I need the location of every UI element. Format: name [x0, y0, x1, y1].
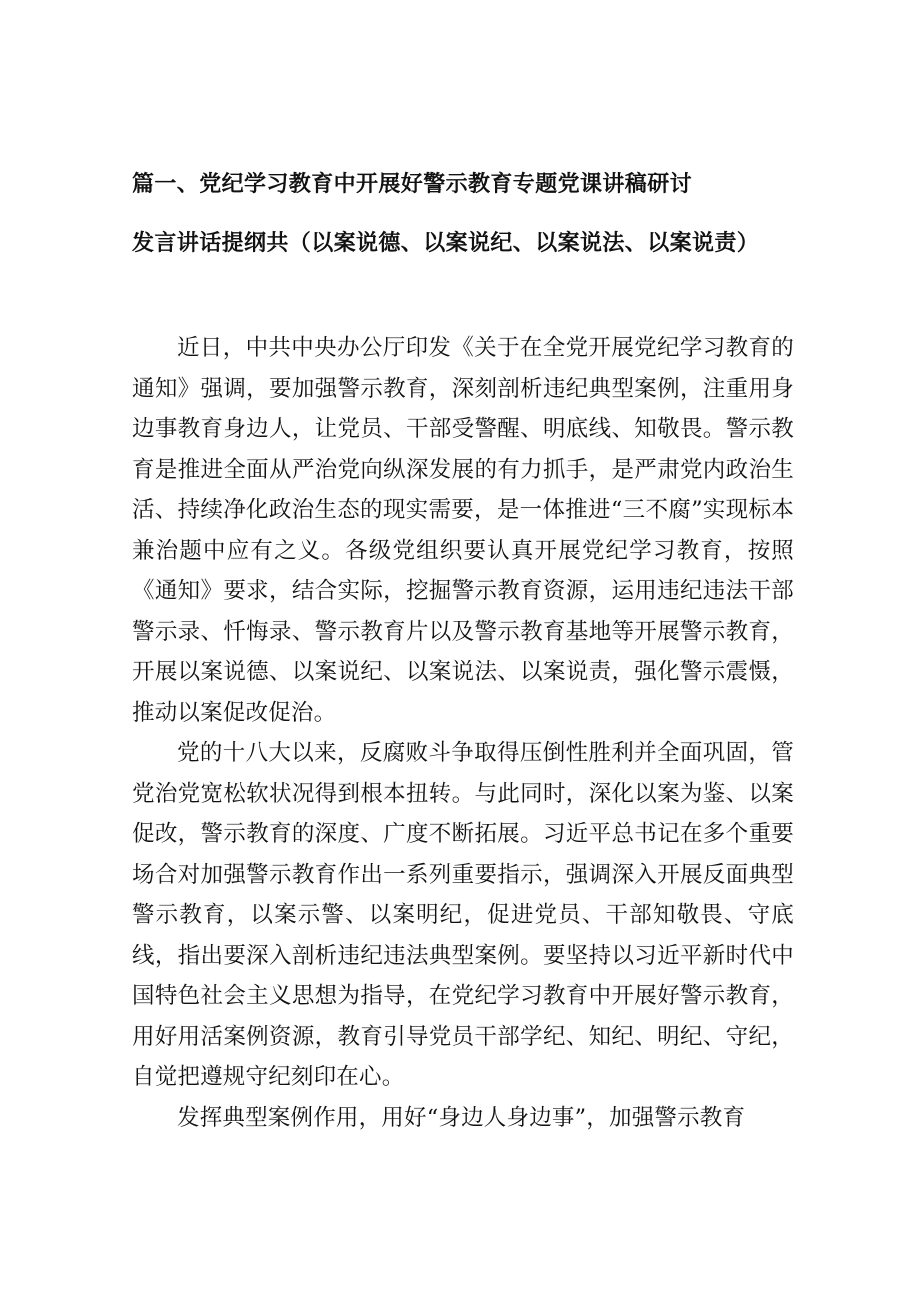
document-body	[132, 328, 794, 1138]
paragraph-3: 发挥典型案例作用，用好“身边人身边事”，加强警示教育	[177, 1104, 746, 1131]
paragraph-2: 党的十八大以来，反腐败斗争取得压倒性胜利并全面巩固，管党治党宽松软状况得到根本扭转。与此同时，深化以案为鉴、以案促改，警示教育的深度、广度不断拓展。习近平总书记在多个重要场合对加强警示教育作出一系列重要指示，强调深入开展反面典型警示教育，以案示警、以案明纪，促进党员、干部知敬畏、守底线，指出要深入剖析违纪违法典型案例。要坚持以习近平新时代中国特色社会主义思想为指导，在党纪学习教育中开展好警示教育，用好用活案例资源，教育引导党员干部学纪、知纪、明纪、守纪，自觉把遵规守纪刻印在心。	[132, 740, 794, 1090]
document-title-line-1: 篇一、党纪学习教育中开展好警示教育专题党课讲稿研讨	[132, 172, 693, 197]
paragraph-1: 近日，中共中央办公厅印发《关于在全党开展党纪学习教育的通知》强调，要加强警示教育，深刻剖析违纪典型案例，注重用身边事教育身边人，让党员、干部受警醒、明底线、知敬畏。警示教育是推进全面从严治党向纵深发展的有力抓手，是严肃党内政治生活、持续净化政治生态的现实需要，是一体推进“三不腐”实现标本兼治题中应有之义。各级党组织要认真开展党纪学习教育，按照《通知》要求，结合实际，挖掘警示教育资源，运用违纪违法干部警示录、忏悔录、警示教育片以及警示教育基地等开展警示教育，开展以案说德、以案说纪、以案说法、以案说责，强化警示震慑，推动以案促改促治。	[132, 335, 794, 726]
document-title-line-2: 发言讲话提纲共（以案说德、以案说纪、以案说法、以案说责）	[132, 231, 760, 256]
